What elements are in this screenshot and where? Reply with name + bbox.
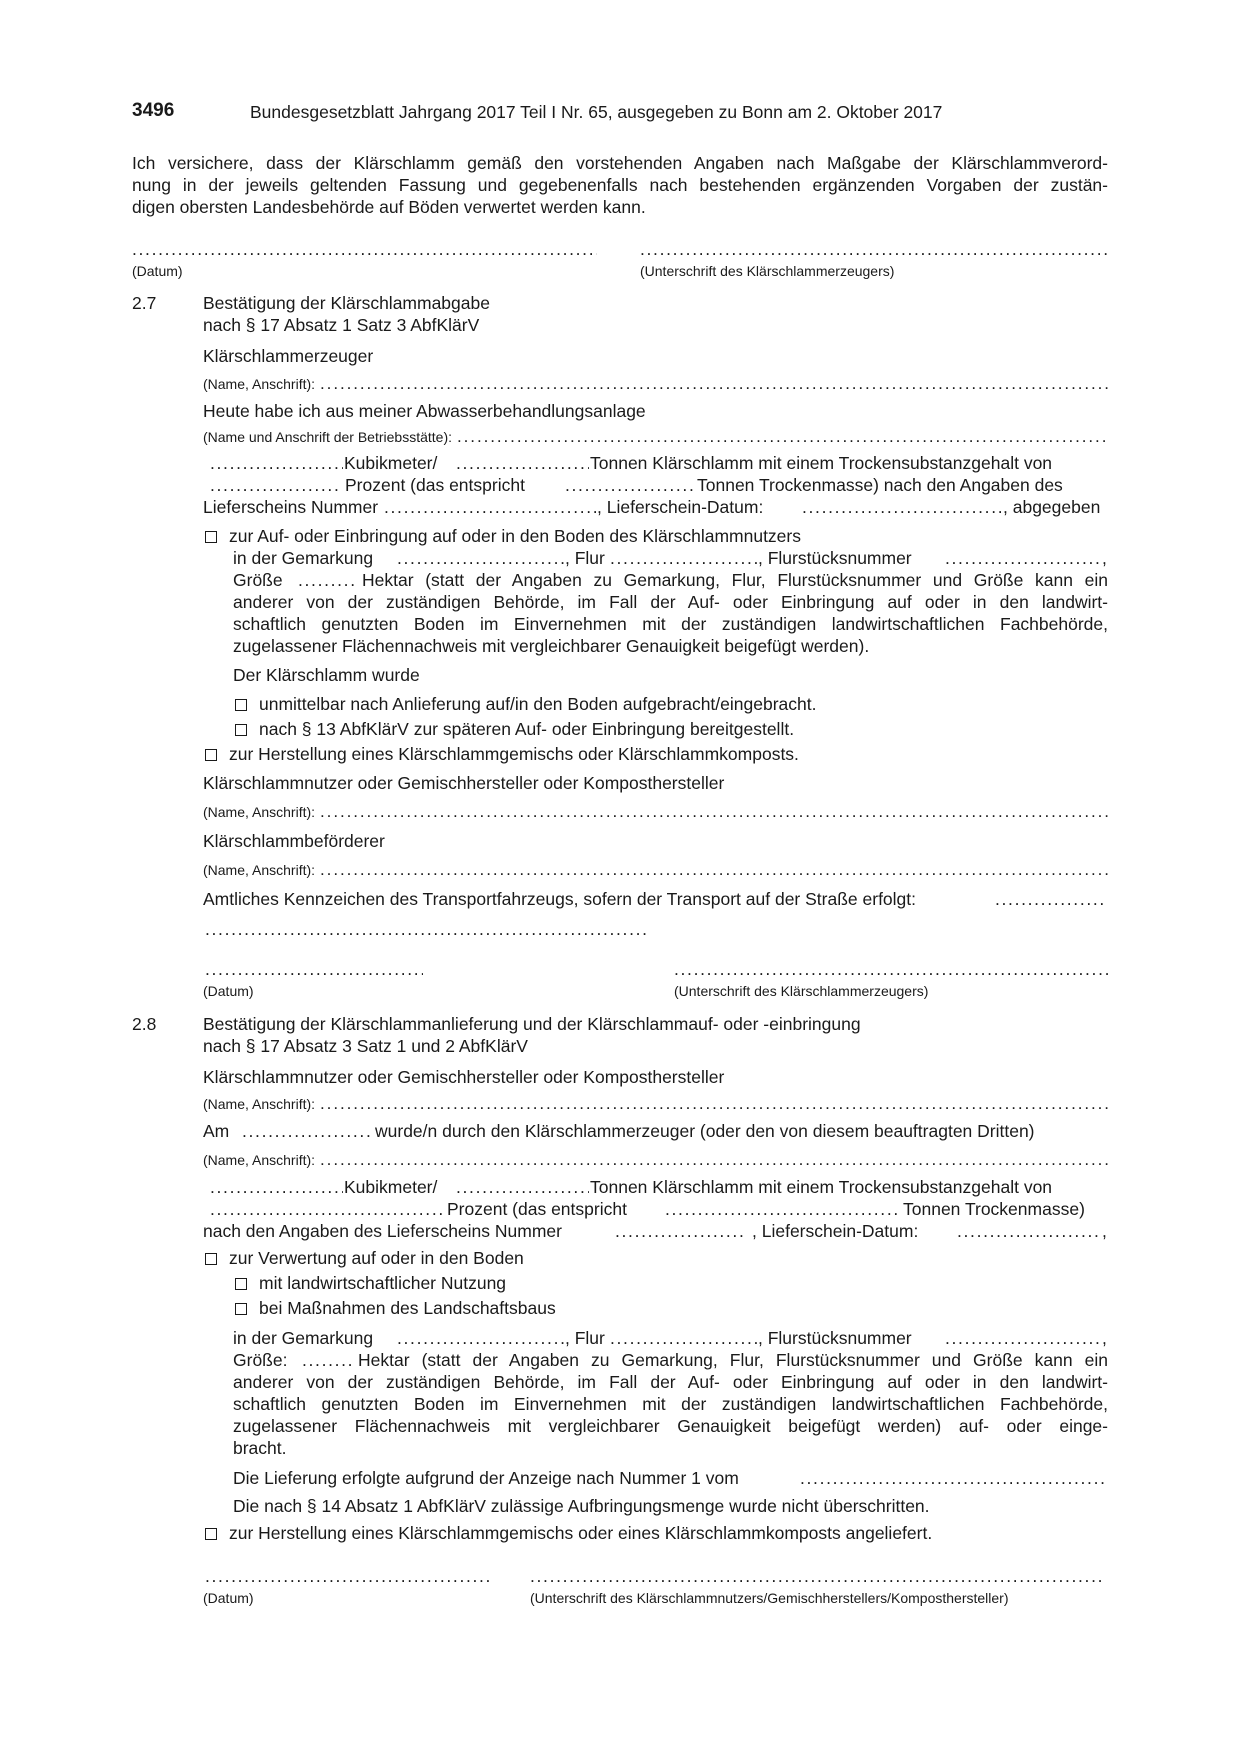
nutzer-name-field[interactable] <box>203 802 1108 822</box>
lieferschein-nummer-field[interactable] <box>615 1220 747 1242</box>
option-label: zur Auf- oder Einbringung auf oder in den Boden des Klärschlammnutzers <box>229 526 801 546</box>
befoerderer-name-field[interactable] <box>203 860 1108 880</box>
field-text: , Flurstücksnummer <box>758 548 912 568</box>
field-text: Am <box>203 1121 230 1141</box>
field-text: , <box>1102 548 1107 568</box>
section-title: Bestätigung der Klärschlammanlieferung und der Klärschlammauf- oder -einbringung <box>203 1014 861 1034</box>
paragraph-line: zugelassener Flächennachweis mit vergleichbarer Genauigkeit beigefügt werden). <box>233 636 870 656</box>
paragraph-line: Hektar (statt der Angaben zu Gemarkung, Flur, Flurstücksnummer und Größe kann ein <box>362 570 1108 590</box>
paragraph-line: Hektar (statt der Angaben zu Gemarkung, Flur, Flurstücksnummer und Größe kann ein <box>358 1350 1108 1370</box>
paragraph-line: zugelassener Flächennachweis mit vergleichbarer Genauigkeit beigefügt werden) auf- oder einge- <box>233 1416 1108 1436</box>
lieferschein-nummer-field[interactable] <box>384 496 596 518</box>
field-heading: Klärschlammnutzer oder Gemischhersteller oder Komposthersteller <box>203 773 725 793</box>
tonnen-field[interactable] <box>456 452 589 474</box>
field-text: , Lieferschein-Datum: <box>752 1221 919 1241</box>
field-text: , Lieferschein-Datum: <box>597 497 764 517</box>
nutzer-name-field[interactable] <box>203 1094 1108 1114</box>
checkbox[interactable] <box>235 724 247 736</box>
flurstuecksnummer-field[interactable] <box>945 547 1103 569</box>
signature-label: (Unterschrift des Klärschlammerzeugers) <box>640 263 895 279</box>
option-label: nach § 13 AbfKlärV zur späteren Auf- oder Einbringung bereitgestellt. <box>259 719 795 739</box>
section-title: nach § 17 Absatz 3 Satz 1 und 2 AbfKlärV <box>203 1036 528 1056</box>
option-label: mit landwirtschaftlicher Nutzung <box>259 1273 507 1293</box>
intro-line: digen obersten Landesbehörde auf Böden verwertet werden kann. <box>132 197 646 217</box>
option-gemisch[interactable] <box>205 1522 932 1544</box>
option-label: bei Maßnahmen des Landschaftsbaus <box>259 1298 556 1318</box>
signature-field[interactable] <box>640 238 1108 260</box>
flur-field[interactable] <box>610 547 758 569</box>
field-text: Tonnen Klärschlamm mit einem Trockensubstanzgehalt von <box>590 453 1053 473</box>
field-text: Prozent (das entspricht <box>447 1199 627 1219</box>
field-text: , <box>1102 1328 1107 1348</box>
field-text: Tonnen Trockenmasse) nach den Angaben des <box>697 475 1063 495</box>
field-text: Die Lieferung erfolgte aufgrund der Anzeige nach Nummer 1 vom <box>233 1468 739 1488</box>
paragraph-line: bracht. <box>233 1438 287 1458</box>
prozent-field[interactable] <box>210 474 340 496</box>
erzeuger-name-field[interactable] <box>203 374 1108 394</box>
field-text: , Flur <box>565 548 605 568</box>
prozent-field[interactable] <box>210 1198 442 1220</box>
groesse-field[interactable] <box>302 1349 352 1371</box>
field-label: (Name, Anschrift): <box>203 376 316 392</box>
checkbox[interactable] <box>205 531 217 543</box>
field-text: Größe: <box>233 1350 288 1370</box>
option-label: zur Herstellung eines Klärschlammgemischs oder Klärschlammkomposts. <box>229 744 799 764</box>
option-landwirtschaft[interactable] <box>235 1272 506 1294</box>
kubikmeter-field[interactable] <box>210 452 343 474</box>
option-landschaftsbau[interactable] <box>235 1297 556 1319</box>
option-label: zur Herstellung eines Klärschlammgemischs oder eines Klärschlammkomposts angeliefert. <box>229 1523 933 1543</box>
lieferschein-datum-field[interactable] <box>802 496 1002 518</box>
field-label: (Name und Anschrift der Betriebsstätte): <box>203 429 452 445</box>
field-text: in der Gemarkung <box>233 1328 374 1348</box>
signature-label: (Unterschrift des Klärschlammnutzers/Gemischherstellers/Komposthersteller) <box>530 1590 1009 1606</box>
intro-line: nung in der jeweils geltenden Fassung und gegebenenfalls nach bestehenden ergänzenden Vorgaben der zustän- <box>132 175 1108 195</box>
checkbox[interactable] <box>235 1303 247 1315</box>
field-label: (Name, Anschrift): <box>203 862 316 878</box>
date-field[interactable] <box>205 958 423 980</box>
anzeige-datum-field[interactable] <box>800 1467 1105 1489</box>
field-heading: Klärschlammerzeuger <box>203 346 374 366</box>
unit-label: Kubikmeter/ <box>344 453 438 473</box>
field-text: Tonnen Klärschlamm mit einem Trockensubstanzgehalt von <box>590 1177 1053 1197</box>
field-text: , Flurstücksnummer <box>758 1328 912 1348</box>
checkbox[interactable] <box>205 749 217 761</box>
option-label: zur Verwertung auf oder in den Boden <box>229 1248 524 1268</box>
field-text: , <box>1102 1221 1107 1241</box>
checkbox[interactable] <box>235 1278 247 1290</box>
option-auf-einbringung[interactable] <box>205 525 801 547</box>
field-heading: Der Klärschlamm wurde <box>233 665 420 685</box>
option-label: unmittelbar nach Anlieferung auf/in den Boden aufgebracht/eingebracht. <box>259 694 817 714</box>
date-field[interactable] <box>132 238 597 260</box>
betriebsstaette-field[interactable] <box>203 427 1108 447</box>
gemarkung-field[interactable] <box>397 1327 565 1349</box>
paragraph-line: schaftlich genutzten Boden im Einvernehmen mit der zuständigen landwirtschaftlichen Fachbehörde, <box>233 614 1108 634</box>
field-label: (Name, Anschrift): <box>203 1152 316 1168</box>
option-gemisch[interactable] <box>205 743 799 765</box>
page-number: 3496 <box>132 100 175 121</box>
kennzeichen-field[interactable] <box>995 888 1105 910</box>
paragraph-line: schaftlich genutzten Boden im Einvernehmen mit der zuständigen landwirtschaftlichen Fachbehörde, <box>233 1394 1108 1414</box>
field-heading: Klärschlammbeförderer <box>203 831 385 851</box>
date-label: (Datum) <box>132 263 183 279</box>
section-number: 2.7 <box>132 293 157 313</box>
field-text: wurde/n durch den Klärschlammerzeuger (oder den von diesem beauftragten Dritten) <box>375 1121 1035 1141</box>
checkbox[interactable] <box>205 1528 217 1540</box>
field-text: , abgegeben <box>1003 497 1101 517</box>
signature-field[interactable] <box>530 1565 1105 1587</box>
section-number: 2.8 <box>132 1014 157 1034</box>
checkbox[interactable] <box>235 699 247 711</box>
signature-field[interactable] <box>674 958 1108 980</box>
unit-label: Kubikmeter/ <box>344 1177 438 1197</box>
date-label: (Datum) <box>203 1590 254 1606</box>
field-text: Lieferscheins Nummer <box>203 497 379 517</box>
kubikmeter-field[interactable] <box>210 1176 343 1198</box>
field-text: Die nach § 14 Absatz 1 AbfKlärV zulässige Aufbringungsmenge wurde nicht überschritten. <box>233 1496 930 1516</box>
field-text: nach den Angaben des Lieferscheins Nummer <box>203 1221 562 1241</box>
option-unmittelbar[interactable] <box>235 693 816 715</box>
paragraph-line: anderer von der zuständigen Behörde, im Fall der Auf- oder Einbringung auf oder in den landwirt- <box>233 1372 1108 1392</box>
field-heading: Heute habe ich aus meiner Abwasserbehandlungsanlage <box>203 401 646 421</box>
option-verwertung-boden[interactable] <box>205 1247 524 1269</box>
section-title: Bestätigung der Klärschlammabgabe <box>203 293 490 313</box>
kennzeichen-field-2[interactable] <box>205 918 647 940</box>
field-text: Tonnen Trockenmasse) <box>903 1199 1085 1219</box>
flurstuecksnummer-field[interactable] <box>945 1327 1103 1349</box>
lieferschein-datum-field[interactable] <box>957 1220 1102 1242</box>
option-bereitgestellt[interactable] <box>235 718 794 740</box>
am-datum-field[interactable] <box>242 1120 370 1142</box>
section-title: nach § 17 Absatz 1 Satz 3 AbfKlärV <box>203 315 480 335</box>
signature-label: (Unterschrift des Klärschlammerzeugers) <box>674 983 929 999</box>
field-label: (Name, Anschrift): <box>203 804 316 820</box>
field-text: in der Gemarkung <box>233 548 374 568</box>
field-text: Amtliches Kennzeichen des Transportfahrzeugs, sofern der Transport auf der Straße erfolgt: <box>203 889 917 909</box>
trockenmasse-field[interactable] <box>665 1198 897 1220</box>
trockenmasse-field[interactable] <box>565 474 695 496</box>
paragraph-line: anderer von der zuständigen Behörde, im Fall der Auf- oder Einbringung auf oder in den landwirt- <box>233 592 1108 612</box>
gemarkung-field[interactable] <box>397 547 565 569</box>
field-heading: Klärschlammnutzer oder Gemischhersteller oder Komposthersteller <box>203 1067 725 1087</box>
checkbox[interactable] <box>205 1253 217 1265</box>
intro-line: Ich versichere, dass der Klärschlamm gemäß den vorstehenden Angaben nach Maßgabe der Klärschlammverord- <box>132 153 1108 173</box>
publication-header: Bundesgesetzblatt Jahrgang 2017 Teil I Nr. 65, ausgegeben zu Bonn am 2. Oktober 2017 <box>250 102 943 122</box>
field-text: Prozent (das entspricht <box>345 475 525 495</box>
date-field[interactable] <box>205 1565 490 1587</box>
tonnen-field[interactable] <box>456 1176 589 1198</box>
dritter-name-field[interactable] <box>203 1150 1108 1170</box>
field-text: , Flur <box>565 1328 605 1348</box>
groesse-field[interactable] <box>298 569 356 591</box>
flur-field[interactable] <box>610 1327 758 1349</box>
field-label: (Name, Anschrift): <box>203 1096 316 1112</box>
field-text: Größe <box>233 570 283 590</box>
date-label: (Datum) <box>203 983 254 999</box>
